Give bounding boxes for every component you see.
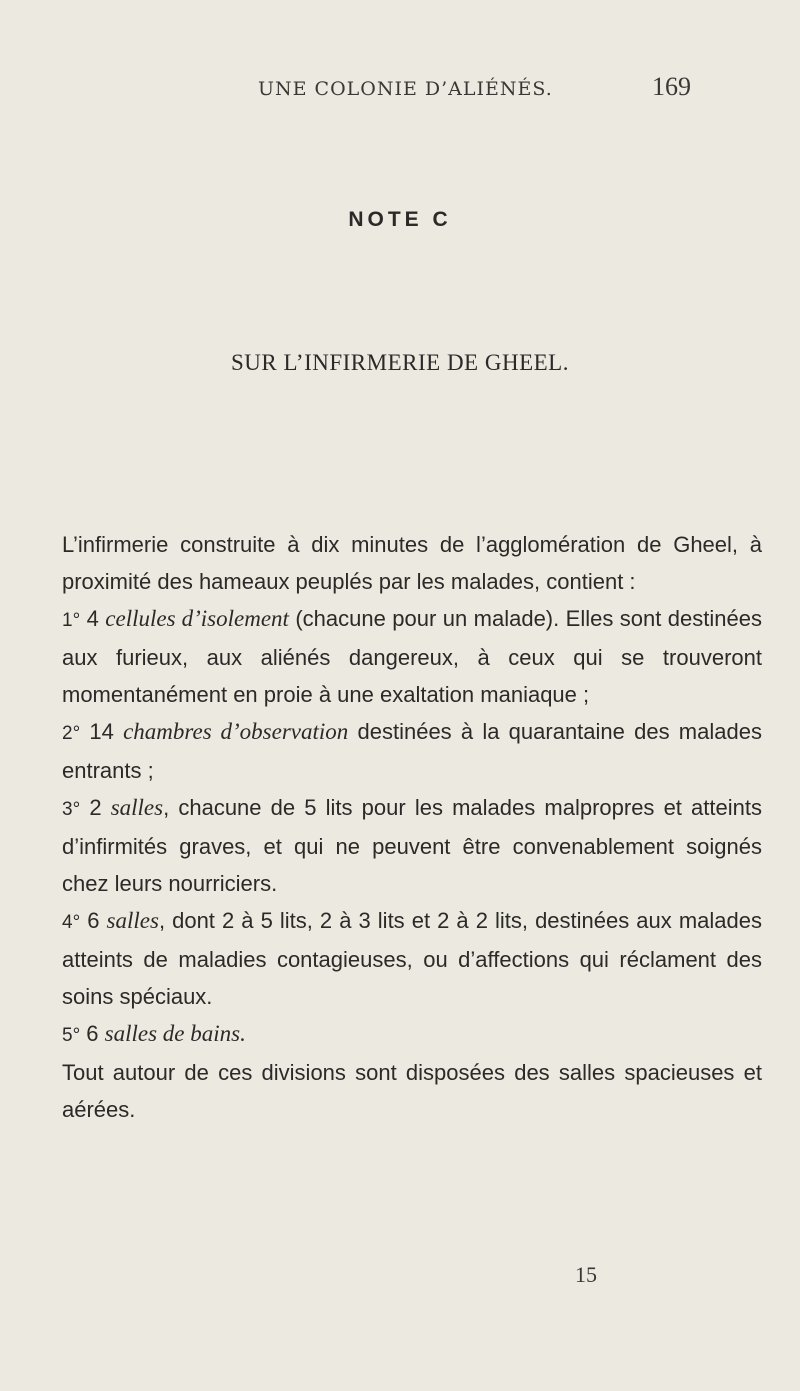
running-head [0,72,800,108]
list-item [62,1015,762,1054]
item-number: 5° [62,1025,81,1046]
item-number: 3° [62,799,81,820]
closing-paragraph: Tout autour de ces divisions sont disposées des salles spacieuses et aérées. [62,1060,762,1122]
item-count: 4 [86,606,99,631]
body-text [62,526,762,1128]
note-title: NOTE C [348,208,452,231]
item-count: 6 [87,908,100,933]
list-item [62,902,762,1015]
list-item [62,600,762,713]
running-title: UNE COLONIE D’ALIÉNÉS. [258,78,553,100]
item-text: , dont 2 à 5 lits, 2 à 3 lits et 2 à 2 lits, destinées aux malades atteints de maladies contagieuses, ou d’affections qui réclament des soins spéciaux. [62,908,762,1009]
item-count: 6 [86,1021,99,1046]
item-number: 2° [62,723,81,744]
section-title: SUR L’INFIRMERIE DE GHEEL. [231,350,569,375]
item-text: destinées à la quarantaine des malades entrants ; [62,719,762,783]
item-label: salles de bains. [104,1021,246,1046]
signature-mark: 15 [575,1262,597,1287]
list-item [62,713,762,789]
item-label: cellules d’isolement [105,606,289,631]
page-number: 169 [652,72,691,101]
item-label: salles [110,795,164,820]
item-label: chambres d’observation [123,719,349,744]
item-number: 1° [62,610,81,631]
intro-paragraph: L’infirmerie construite à dix minutes de l’agglomération de Gheel, à proximité des hameaux peuplés par les malades, contient : [62,532,762,594]
list-item [62,789,762,902]
item-number: 4° [62,912,81,933]
item-text: , chacune de 5 lits pour les malades malpropres et atteints d’infirmités graves, et qui ne peuvent être convenablement soignés chez leurs nourriciers. [62,795,762,896]
item-count: 2 [89,795,102,820]
item-count: 14 [89,719,114,744]
item-label: salles [106,908,159,933]
item-text: (chacune pour un malade). Elles sont destinées aux furieux, aux aliénés dangereux, à ceux qui se trouveront momentanément en proie à une exaltation maniaque ; [62,606,762,707]
